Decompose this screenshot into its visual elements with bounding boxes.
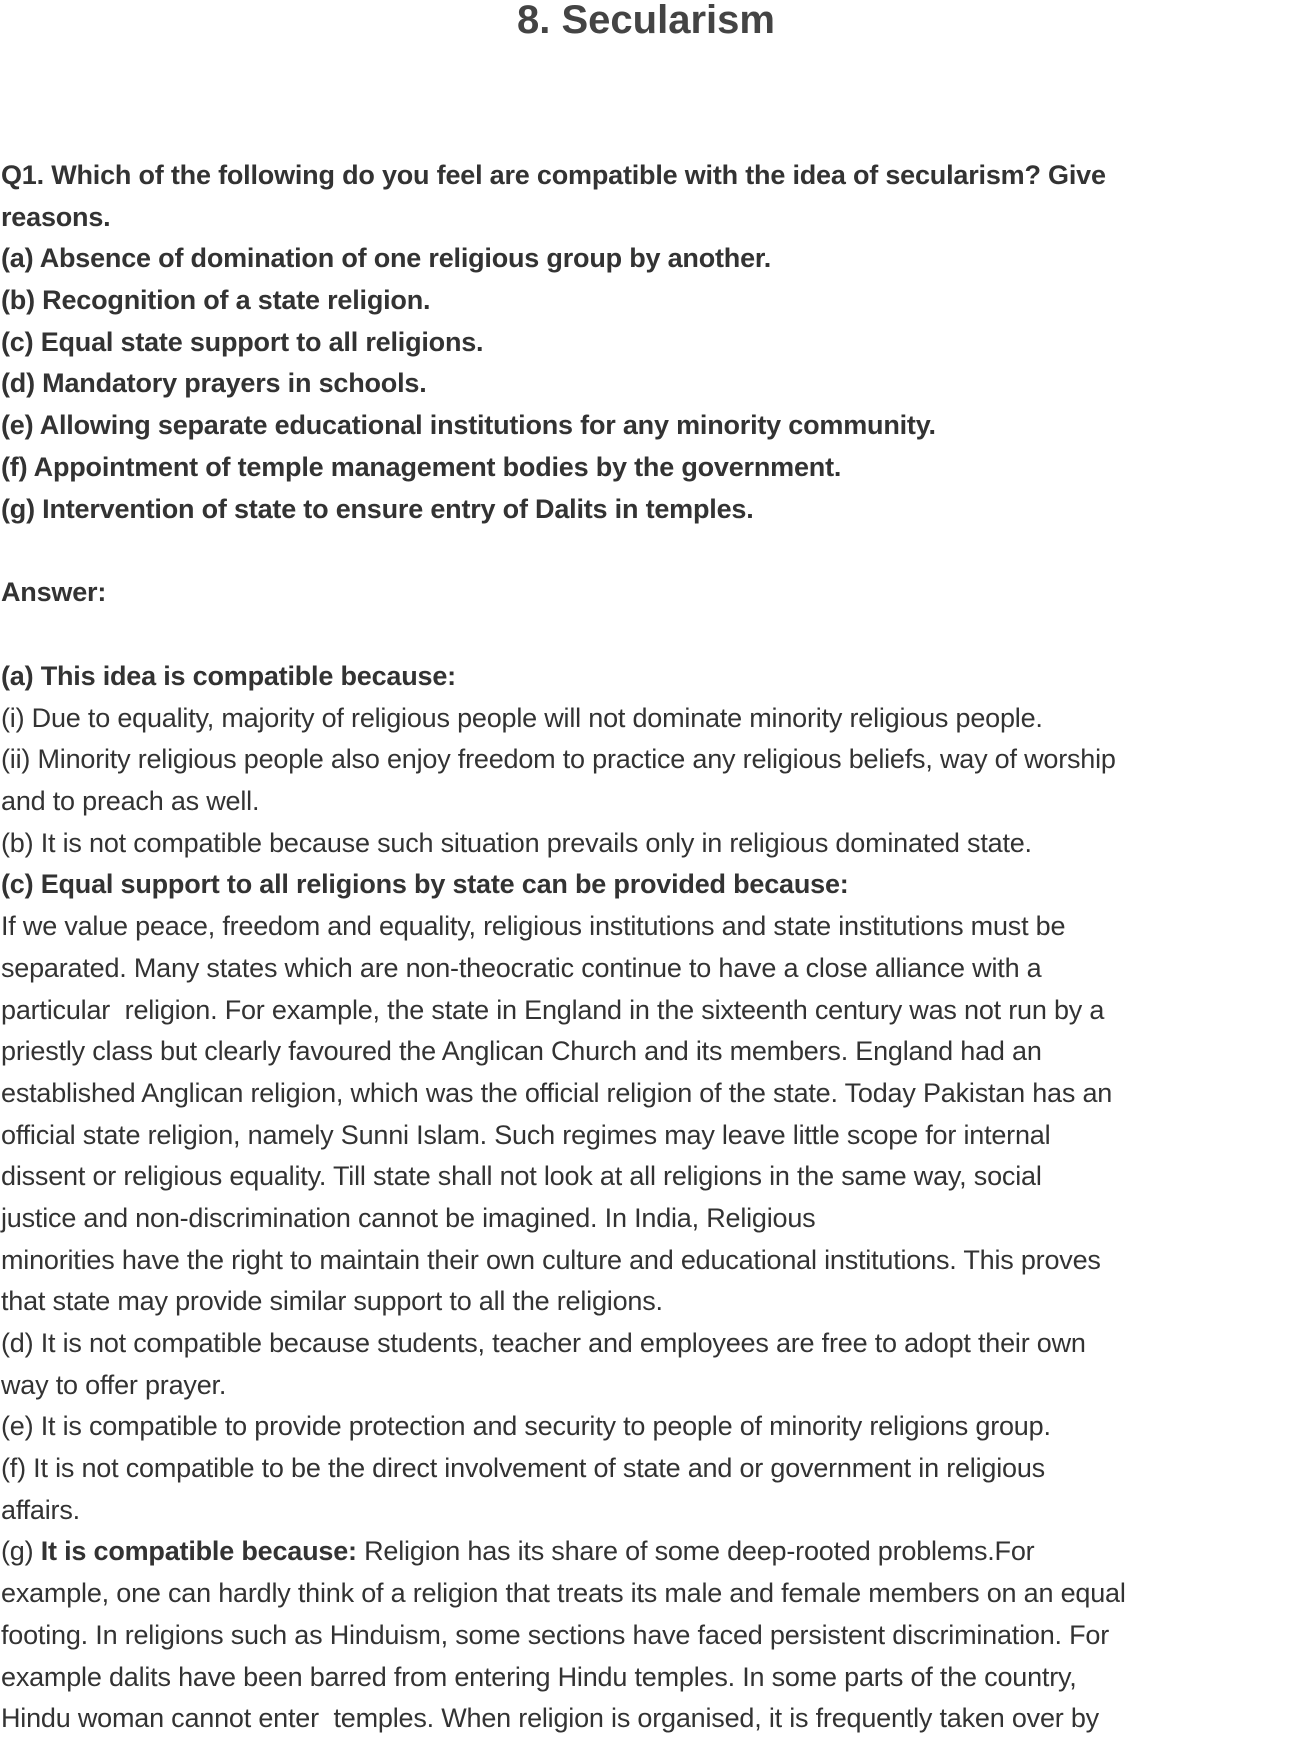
answer-line: [1, 1323, 1292, 1365]
page-title: 8. Secularism: [517, 0, 775, 42]
answer-line: [1, 739, 1292, 781]
answer-line: [1, 1031, 1292, 1073]
answer-text: justice and non-discrimination cannot be imagined. In India, Religious: [1, 1202, 816, 1233]
answer-line: [1, 1156, 1292, 1198]
answer-text: that state may provide similar support to all the religions.: [1, 1286, 663, 1317]
answer-line: [1, 1365, 1292, 1407]
question-line: (f) Appointment of temple management bodies by the government.: [1, 451, 842, 482]
answer-text: official state religion, namely Sunni Islam. Such regimes may leave little scope for internal: [1, 1119, 1051, 1150]
answer-label: Answer:: [1, 577, 107, 607]
answer-text: dissent or religious equality. Till state shall not look at all religions in the same way, social: [1, 1161, 1042, 1192]
question-line: (b) Recognition of a state religion.: [1, 285, 431, 316]
answer-text: particular religion. For example, the state in England in the sixteenth century was not run by a: [1, 994, 1105, 1025]
question-line: (e) Allowing separate educational institutions for any minority community.: [1, 410, 936, 441]
answer-text: example, one can hardly think of a religion that treats its male and female members on an equal: [1, 1578, 1126, 1609]
answer-line: [1, 1573, 1292, 1615]
answer-text: affairs.: [1, 1494, 80, 1525]
answer-prefix: (g): [1, 1536, 41, 1567]
answer-line: [1, 1406, 1292, 1448]
answer-line: [1, 781, 1292, 823]
question-line: (d) Mandatory prayers in schools.: [1, 368, 427, 399]
answer-line: [1, 1698, 1292, 1740]
question-line: reasons.: [1, 201, 111, 232]
answer-line: [1, 1657, 1292, 1699]
answer-text: and to preach as well.: [1, 786, 260, 817]
answer-bold-text: (a) This idea is compatible because:: [1, 661, 456, 691]
answer-line: [1, 990, 1292, 1032]
answer-text: (ii) Minority religious people also enjoy freedom to practice any religious beliefs, way of worship: [1, 744, 1116, 775]
answer-line: [1, 864, 1292, 906]
question-line: (g) Intervention of state to ensure entry of Dalits in temples.: [1, 493, 754, 524]
answer-text: example dalits have been barred from entering Hindu temples. In some parts of the country,: [1, 1661, 1077, 1692]
answer-text: Religion has its share of some deep-rooted problems.For: [356, 1536, 1035, 1567]
answer-text: established Anglican religion, which was the official religion of the state. Today Pakistan has an: [1, 1077, 1113, 1108]
answer-line: [1, 1240, 1292, 1282]
answer-line: [1, 656, 1292, 698]
answer-text: priestly class but clearly favoured the Anglican Church and its members. England had an: [1, 1036, 1042, 1067]
answer-line: [1, 906, 1292, 948]
answer-bold-text: (c) Equal support to all religions by state can be provided because:: [1, 869, 849, 900]
answer-text: Hindu woman cannot enter temples. When religion is organised, it is frequently taken over by: [1, 1703, 1099, 1734]
answer-text: footing. In religions such as Hinduism, some sections have faced persistent discrimination. For: [1, 1619, 1110, 1650]
answer-line: [1, 1115, 1292, 1157]
answer-text: separated. Many states which are non-theocratic continue to have a close alliance with a: [1, 952, 1042, 983]
question-line: (a) Absence of domination of one religious group by another.: [1, 243, 772, 274]
question-line: (c) Equal state support to all religions.: [1, 326, 484, 357]
answer-line: [1, 1531, 1292, 1573]
answer-text: (b) It is not compatible because such situation prevails only in religious dominated state.: [1, 827, 1032, 858]
answer-line: [1, 1198, 1292, 1240]
question-block: [1, 155, 1292, 530]
answer-line: [1, 823, 1292, 865]
answer-text: (f) It is not compatible to be the direct involvement of state and or government in religious: [1, 1453, 1045, 1484]
answer-line: [1, 1281, 1292, 1323]
answer-text: (d) It is not compatible because students, teacher and employees are free to adopt their own: [1, 1328, 1086, 1358]
answer-line: [1, 1448, 1292, 1490]
answer-text: way to offer prayer.: [1, 1369, 227, 1400]
answer-line: [1, 1490, 1292, 1532]
answer-line: [1, 698, 1292, 740]
answer-text: (e) It is compatible to provide protection and security to people of minority religions group.: [1, 1411, 1051, 1442]
answer-bold-text: It is compatible because:: [40, 1536, 357, 1567]
answer-text: minorities have the right to maintain their own culture and educational institutions. This proves: [1, 1244, 1101, 1275]
answer-text: If we value peace, freedom and equality, religious institutions and state institutions must be: [1, 911, 1066, 942]
answer-text: (i) Due to equality, majority of religious people will not dominate minority religious people.: [1, 702, 1043, 733]
answer-line: [1, 1073, 1292, 1115]
answer-line: [1, 948, 1292, 990]
question-line: Q1. Which of the following do you feel are compatible with the idea of secularism? Give: [1, 160, 1106, 190]
answer-line: [1, 1615, 1292, 1657]
answer-block: [1, 656, 1292, 1740]
